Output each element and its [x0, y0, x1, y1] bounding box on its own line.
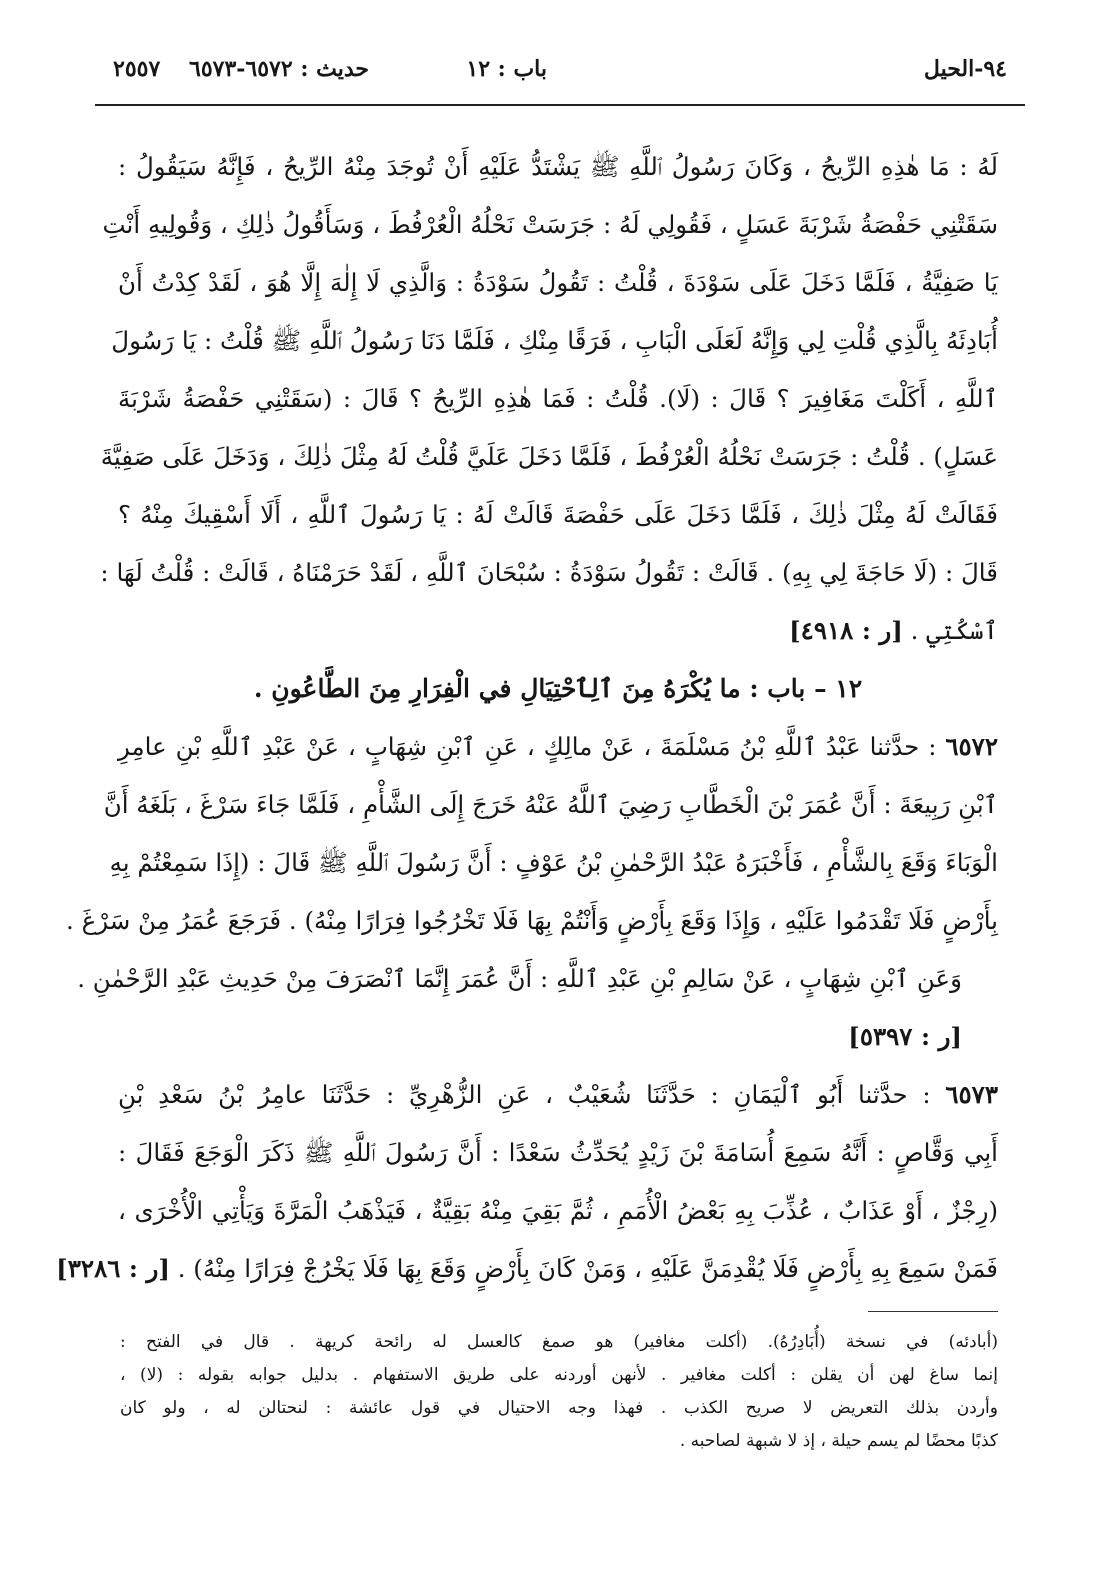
reference-2: [ر : ٥٣٩٧] [848, 1022, 962, 1051]
page-number: ٢٥٥٧ [113, 56, 161, 82]
text-line: أُبَادِئَهُ بِالَّذِي قُلْتِ لِي وَإِنَّهُ لَعَلَى الْبَابِ ، فَرَقًا مِنْكِ ، فَلَمَّا دَنَا رَسُولُ ٱللَّهِ ﷺ قُلْتُ : يَا رَسُولَ [111, 326, 998, 355]
text-line: قَالَ : (لَا حَاجَةَ لِي بِهِ) . قَالَتْ : تَقُولُ سَوْدَةُ : سُبْحَانَ ٱللَّهِ ، لَقَدْ حَرَمْنَاهُ ، قَالَتْ : قُلْتُ لَهَا : [100, 558, 998, 587]
hadith-6572-first-line [118, 718, 998, 776]
footnote-line: إنما ساغ لهن أن يقلن : أكلت مغافير . لأنهن أوردنه على طريق الاستفهام . بدليل جوابه بقوله : (لا) ، [120, 1365, 998, 1385]
text-line: فَقَالَتْ لَهُ مِثْلَ ذٰلِكَ ، فَلَمَّا دَخَلَ عَلَى حَفْصَةَ قَالَتْ لَهُ : يَا رَسُولَ ٱللَّهِ ، أَلَا أَسْقِيكَ مِنْهُ ؟ [118, 500, 998, 529]
footnote-divider [868, 1311, 998, 1312]
text-line [118, 1008, 998, 1066]
footnotes [120, 1326, 998, 1458]
header-chapter-title: ٩٤-الحيل [923, 56, 1007, 82]
text-fragment: : حدَّثنا أَبُو ٱلْيَمَانِ : حَدَّثَنَا شُعَيْبٌ ، عَنِ الزُّهْرِيِّ : حَدَّثَنَا عامِرُ بْنُ سَعْدِ بْنِ [118, 1080, 931, 1109]
text-line: ٱبْنِ رَبِيعَةَ : أَنَّ عُمَرَ بْنَ الْخَطَّابِ رَضِيَ ٱللَّهُ عَنْهُ خَرَجَ إِلَى الشَّأْمِ ، فَلَمَّا جَاءَ سَرْغَ ، بَلَغَهُ أَنَّ [103, 790, 998, 819]
hadith-number: ٦٥٧٢ [945, 732, 998, 761]
reference-1: [ر : ٤٩١٨] [789, 616, 903, 645]
header-hadith-range: حديث : ٦٥٧٢-٦٥٧٣ [189, 56, 369, 82]
hadith-6573-first-line [118, 1066, 998, 1124]
running-header [95, 52, 1025, 94]
text-fragment: ٱسْكُتِي . [910, 616, 998, 645]
text-line [56, 1240, 998, 1298]
text-line: عَسَلٍ) . قُلْتُ : جَرَسَتْ نَحْلُهُ الْعُرْفُطَ ، فَلَمَّا دَخَلَ عَلَيَّ قُلْتُ لَهُ مِثْلَ ذٰلِكَ ، وَدَخَلَ عَلَى صَفِيَّةَ [100, 442, 998, 471]
text-line: بِأَرْضٍ فَلَا تَقْدَمُوا عَلَيْهِ ، وَإِذَا وَقَعَ بِأَرْضٍ وَأَنْتُمْ بِهَا فَلَا تَخْرُجُوا فِرَارًا مِنْهُ) . فَرَجَعَ عُمَرُ مِنْ سَرْغَ . [66, 906, 998, 935]
text-line: سَقَتْنِي حَفْصَةُ شَرْبَةَ عَسَلٍ ، فَقُولِي لَهُ : جَرَسَتْ نَحْلُهُ الْعُرْفُطَ ، وَسَأَقُولُ ذٰلِكِ ، وَقُولِيهِ أَنْتِ [102, 210, 998, 239]
reference-3: [ر : ٣٢٨٦] [56, 1254, 170, 1283]
header-bab: باب : ١٢ [466, 56, 547, 82]
text-line: وَعَنِ ٱبْنِ شِهَابٍ ، عَنْ سَالِمِ بْنِ عَبْدِ ٱللَّهِ : أَنَّ عُمَرَ إِنَّمَا ٱنْصَرَفَ مِنْ حَدِيثِ عَبْدِ الرَّحْمٰنِ . [77, 964, 962, 993]
text-fragment: فَمَنْ سَمِعَ بِهِ بِأَرْضٍ فَلَا يُقْدِمَنَّ عَلَيْهِ ، وَمَنْ كَانَ بِأَرْضٍ وَقَعَ بِهَا فَلَا يَخْرُجْ فِرَارًا مِنْهُ) . [177, 1254, 998, 1283]
text-line: ٱللَّهِ ، أَكَلْتَ مَغَافِيرَ ؟ قَالَ : (لَا). قُلْتُ : فَمَا هٰذِهِ الرِّيحُ ؟ قَالَ : (سَقَتْنِي حَفْصَةُ شَرْبَةَ [118, 384, 998, 413]
hadith-number: ٦٥٧٣ [945, 1080, 998, 1109]
text-line: (رِجْزٌ ، أَوْ عَذَابٌ ، عُذِّبَ بِهِ بَعْضُ الْأُمَمِ ، ثُمَّ بَقِيَ مِنْهُ بَقِيَّةٌ ، فَيَذْهَبُ الْمَرَّةَ وَيَأْتِي الْأُخْرَى ، [118, 1196, 998, 1225]
text-line: أَبِي وَقَّاصٍ : أَنَّهُ سَمِعَ أُسَامَةَ بْنَ زَيْدٍ يُحَدِّثُ سَعْدًا : أَنَّ رَسُولَ ٱللَّهِ ﷺ ذَكَرَ الْوَجَعَ فَقَالَ : [118, 1138, 998, 1167]
footnote-line: (أبادئه) في نسخة (أُبَادِرُهُ). (أكلت مغافير) هو صمغ كالعسل له رائحة كريهة . قال في الفتح : [120, 1332, 998, 1352]
footnote-line: وأردن بذلك التعريض لا صريح الكذب . فهذا وجه الاحتيال في قول عائشة : لنحتالن له ، ولو كان [120, 1398, 998, 1418]
header-divider [95, 104, 1025, 106]
text-line [118, 602, 998, 660]
footnote-line: كذبًا محضًا لم يسم حيلة ، إذ لا شبهة لصاحبه . [679, 1431, 998, 1451]
chapter-heading: ١٢ – باب : ما يُكْرَهُ مِنَ ٱلِٱحْتِيَالِ في الْفِرَارِ مِنَ الطَّاعُونِ . [253, 674, 863, 703]
main-text [56, 138, 998, 1298]
text-line: الْوَبَاءَ وَقَعَ بِالشَّأْمِ ، فَأَخْبَرَهُ عَبْدُ الرَّحْمٰنِ بْنُ عَوْفٍ : أَنَّ رَسُولَ ٱللَّهِ ﷺ قَالَ : (إِذَا سَمِعْتُمْ بِهِ [109, 848, 998, 877]
text-line: لَهُ : مَا هٰذِهِ الرِّيحُ ، وَكَانَ رَسُولُ ٱللَّهِ ﷺ يَشْتَدُّ عَلَيْهِ أَنْ تُوجَدَ مِنْهُ الرِّيحُ ، فَإِنَّهُ سَيَقُولُ : [118, 152, 998, 181]
text-fragment: : حدَّثنا عَبْدُ ٱللَّهِ بْنُ مَسْلَمَةَ ، عَنْ مالِكٍ ، عَنِ ٱبْنِ شِهَابٍ ، عَنْ عَبْدِ ٱللَّهِ بْنِ عامِرِ [118, 732, 937, 761]
text-line: يَا صَفِيَّةُ ، فَلَمَّا دَخَلَ عَلَى سَوْدَةَ ، قُلْتُ : تَقُولُ سَوْدَةُ : وَالَّذِي لَا إِلٰهَ إِلَّا هُوَ ، لَقَدْ كِدْتُ أَنْ [118, 268, 998, 297]
